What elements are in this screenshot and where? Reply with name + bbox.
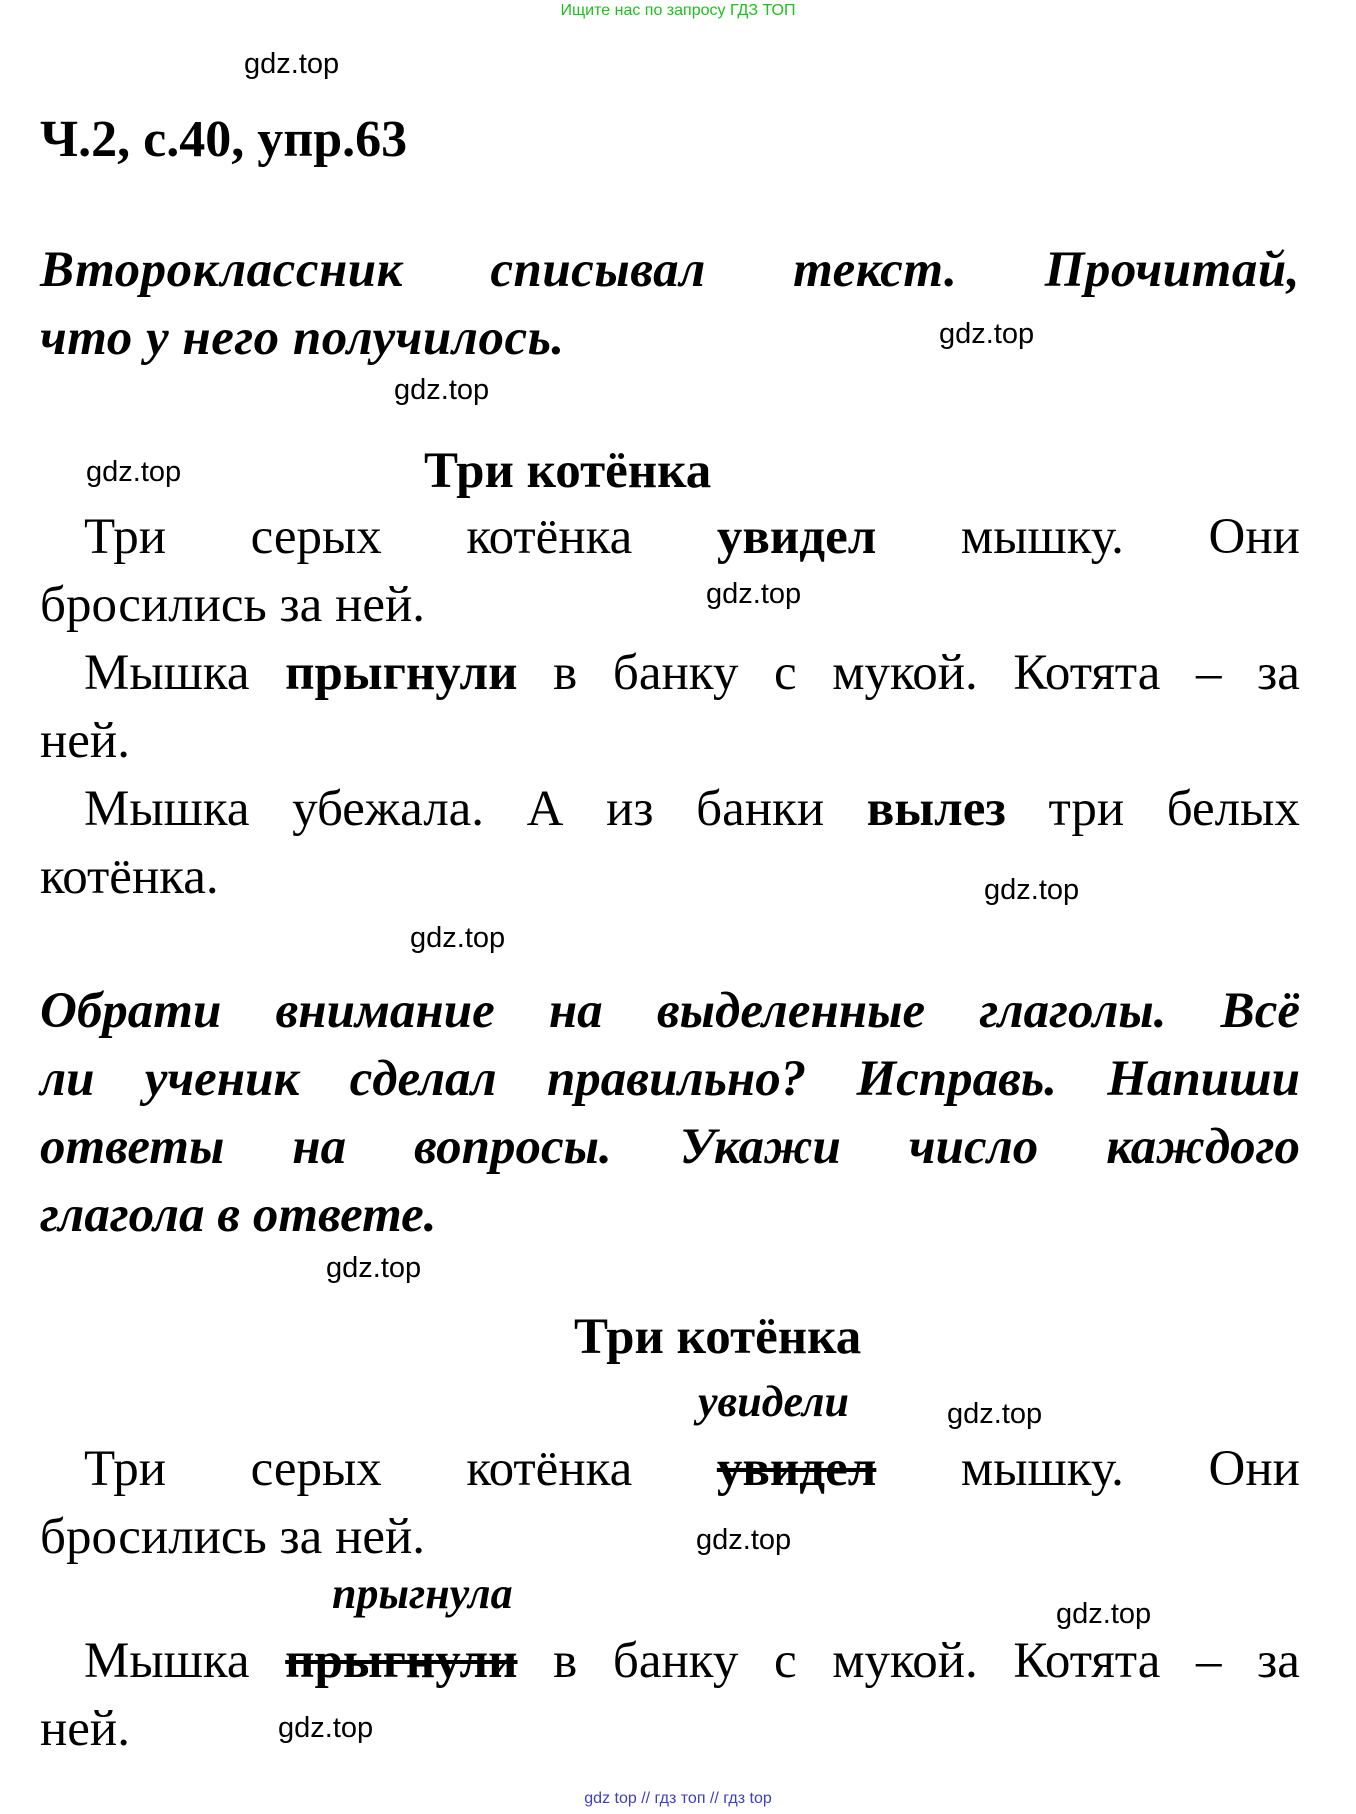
- correction-above-verb: увидели: [698, 1377, 849, 1426]
- story-word: с: [773, 645, 797, 701]
- highlighted-verb: вылез: [866, 781, 1006, 837]
- task-word: число: [908, 1119, 1039, 1175]
- struck-verb: увидел: [716, 1441, 877, 1497]
- answer-text-2: [40, 1632, 1300, 1768]
- task-word: Укажи: [679, 1119, 841, 1175]
- task-word: выделенные: [656, 983, 926, 1039]
- story-word: мукой.: [832, 1633, 978, 1689]
- answer-text: [40, 1440, 1300, 1576]
- story-word: мышку.: [960, 1441, 1124, 1497]
- story-word: банки: [696, 781, 825, 837]
- task-word: Обрати: [40, 983, 222, 1039]
- story-word: А: [526, 781, 564, 837]
- highlighted-verb: увидел: [716, 509, 877, 565]
- struck-verb: прыгнули: [285, 1633, 518, 1689]
- task-word: глаголы.: [979, 983, 1167, 1039]
- task-line: что у него получилось.: [40, 310, 565, 366]
- task-word: Всё: [1220, 983, 1300, 1039]
- exercise-heading: Ч.2, с.40, упр.63: [40, 111, 408, 168]
- task-word: текст.: [793, 242, 958, 298]
- story-word: Котята: [1013, 1633, 1161, 1689]
- story-word: Мышка: [84, 1633, 250, 1689]
- watermark: gdz.top: [244, 48, 340, 80]
- story-title: Три котёнка: [424, 443, 712, 499]
- task-word: списывал: [490, 242, 706, 298]
- story-word: мукой.: [832, 645, 978, 701]
- search-banner: Ищите нас по запросу ГДЗ ТОП: [560, 2, 796, 19]
- watermark: gdz.top: [410, 922, 506, 954]
- story-word: за: [1257, 1633, 1300, 1689]
- task-word: каждого: [1106, 1119, 1300, 1175]
- task-word: ли: [40, 1051, 95, 1107]
- highlighted-verb: прыгнули: [285, 645, 518, 701]
- task-word: на: [292, 1119, 347, 1175]
- story-line: котёнка.: [40, 849, 219, 905]
- story-word: мышку.: [960, 509, 1124, 565]
- task-word: ученик: [144, 1051, 300, 1107]
- story-word: –: [1195, 645, 1222, 701]
- story-word: Три: [84, 1441, 167, 1497]
- story-word: Они: [1208, 509, 1300, 565]
- footer-links[interactable]: gdz top // гдз топ // гдз top: [584, 1790, 772, 1807]
- watermark: gdz.top: [696, 1524, 792, 1556]
- story-word: в: [553, 645, 578, 701]
- task-line: глагола в ответе.: [40, 1187, 437, 1243]
- watermark: gdz.top: [278, 1712, 374, 1744]
- story-word: из: [606, 781, 654, 837]
- story-word: Котята: [1013, 645, 1161, 701]
- watermark: gdz.top: [939, 318, 1035, 350]
- task-word: вопросы.: [414, 1119, 612, 1175]
- story-line: бросились за ней.: [40, 577, 426, 633]
- story-word: в: [553, 1633, 578, 1689]
- story-word: Три: [84, 509, 167, 565]
- story-word: Мышка: [84, 645, 250, 701]
- story-text: [40, 508, 1300, 916]
- watermark: gdz.top: [706, 578, 802, 610]
- story-word: банку: [612, 645, 739, 701]
- watermark: gdz.top: [947, 1398, 1043, 1430]
- watermark: gdz.top: [326, 1252, 422, 1284]
- story-word: –: [1195, 1633, 1222, 1689]
- task-instruction-2: [40, 982, 1300, 1254]
- correction-above-verb: прыгнула: [332, 1569, 513, 1618]
- story-word: серых: [250, 509, 382, 565]
- task-word: сделал: [349, 1051, 497, 1107]
- story-word: с: [773, 1633, 797, 1689]
- answer-title: Три котёнка: [574, 1309, 862, 1365]
- watermark: gdz.top: [394, 374, 490, 406]
- story-word: Они: [1208, 1441, 1300, 1497]
- task-word: внимание: [275, 983, 495, 1039]
- task-word: Исправь.: [856, 1051, 1057, 1107]
- story-word: котёнка: [466, 1441, 633, 1497]
- task-word: Второклассник: [40, 242, 403, 298]
- story-line: ней.: [40, 713, 130, 769]
- task-word: правильно?: [546, 1051, 807, 1107]
- story-word: Мышка: [84, 781, 250, 837]
- story-word: три: [1048, 781, 1125, 837]
- story-word: котёнка: [466, 509, 633, 565]
- story-word: за: [1257, 645, 1300, 701]
- watermark: gdz.top: [1056, 1598, 1152, 1630]
- watermark: gdz.top: [984, 874, 1080, 906]
- task-word: ответы: [40, 1119, 225, 1175]
- task-word: Напиши: [1107, 1051, 1300, 1107]
- task-word: Прочитай,: [1044, 242, 1300, 298]
- story-word: банку: [612, 1633, 739, 1689]
- task-instruction-1: [40, 236, 1300, 372]
- story-line: ней.: [40, 1701, 130, 1757]
- story-word: белых: [1166, 781, 1300, 837]
- story-word: серых: [250, 1441, 382, 1497]
- task-word: на: [548, 983, 603, 1039]
- watermark: gdz.top: [86, 456, 182, 488]
- story-word: убежала.: [292, 781, 485, 837]
- story-line: бросились за ней.: [40, 1509, 426, 1565]
